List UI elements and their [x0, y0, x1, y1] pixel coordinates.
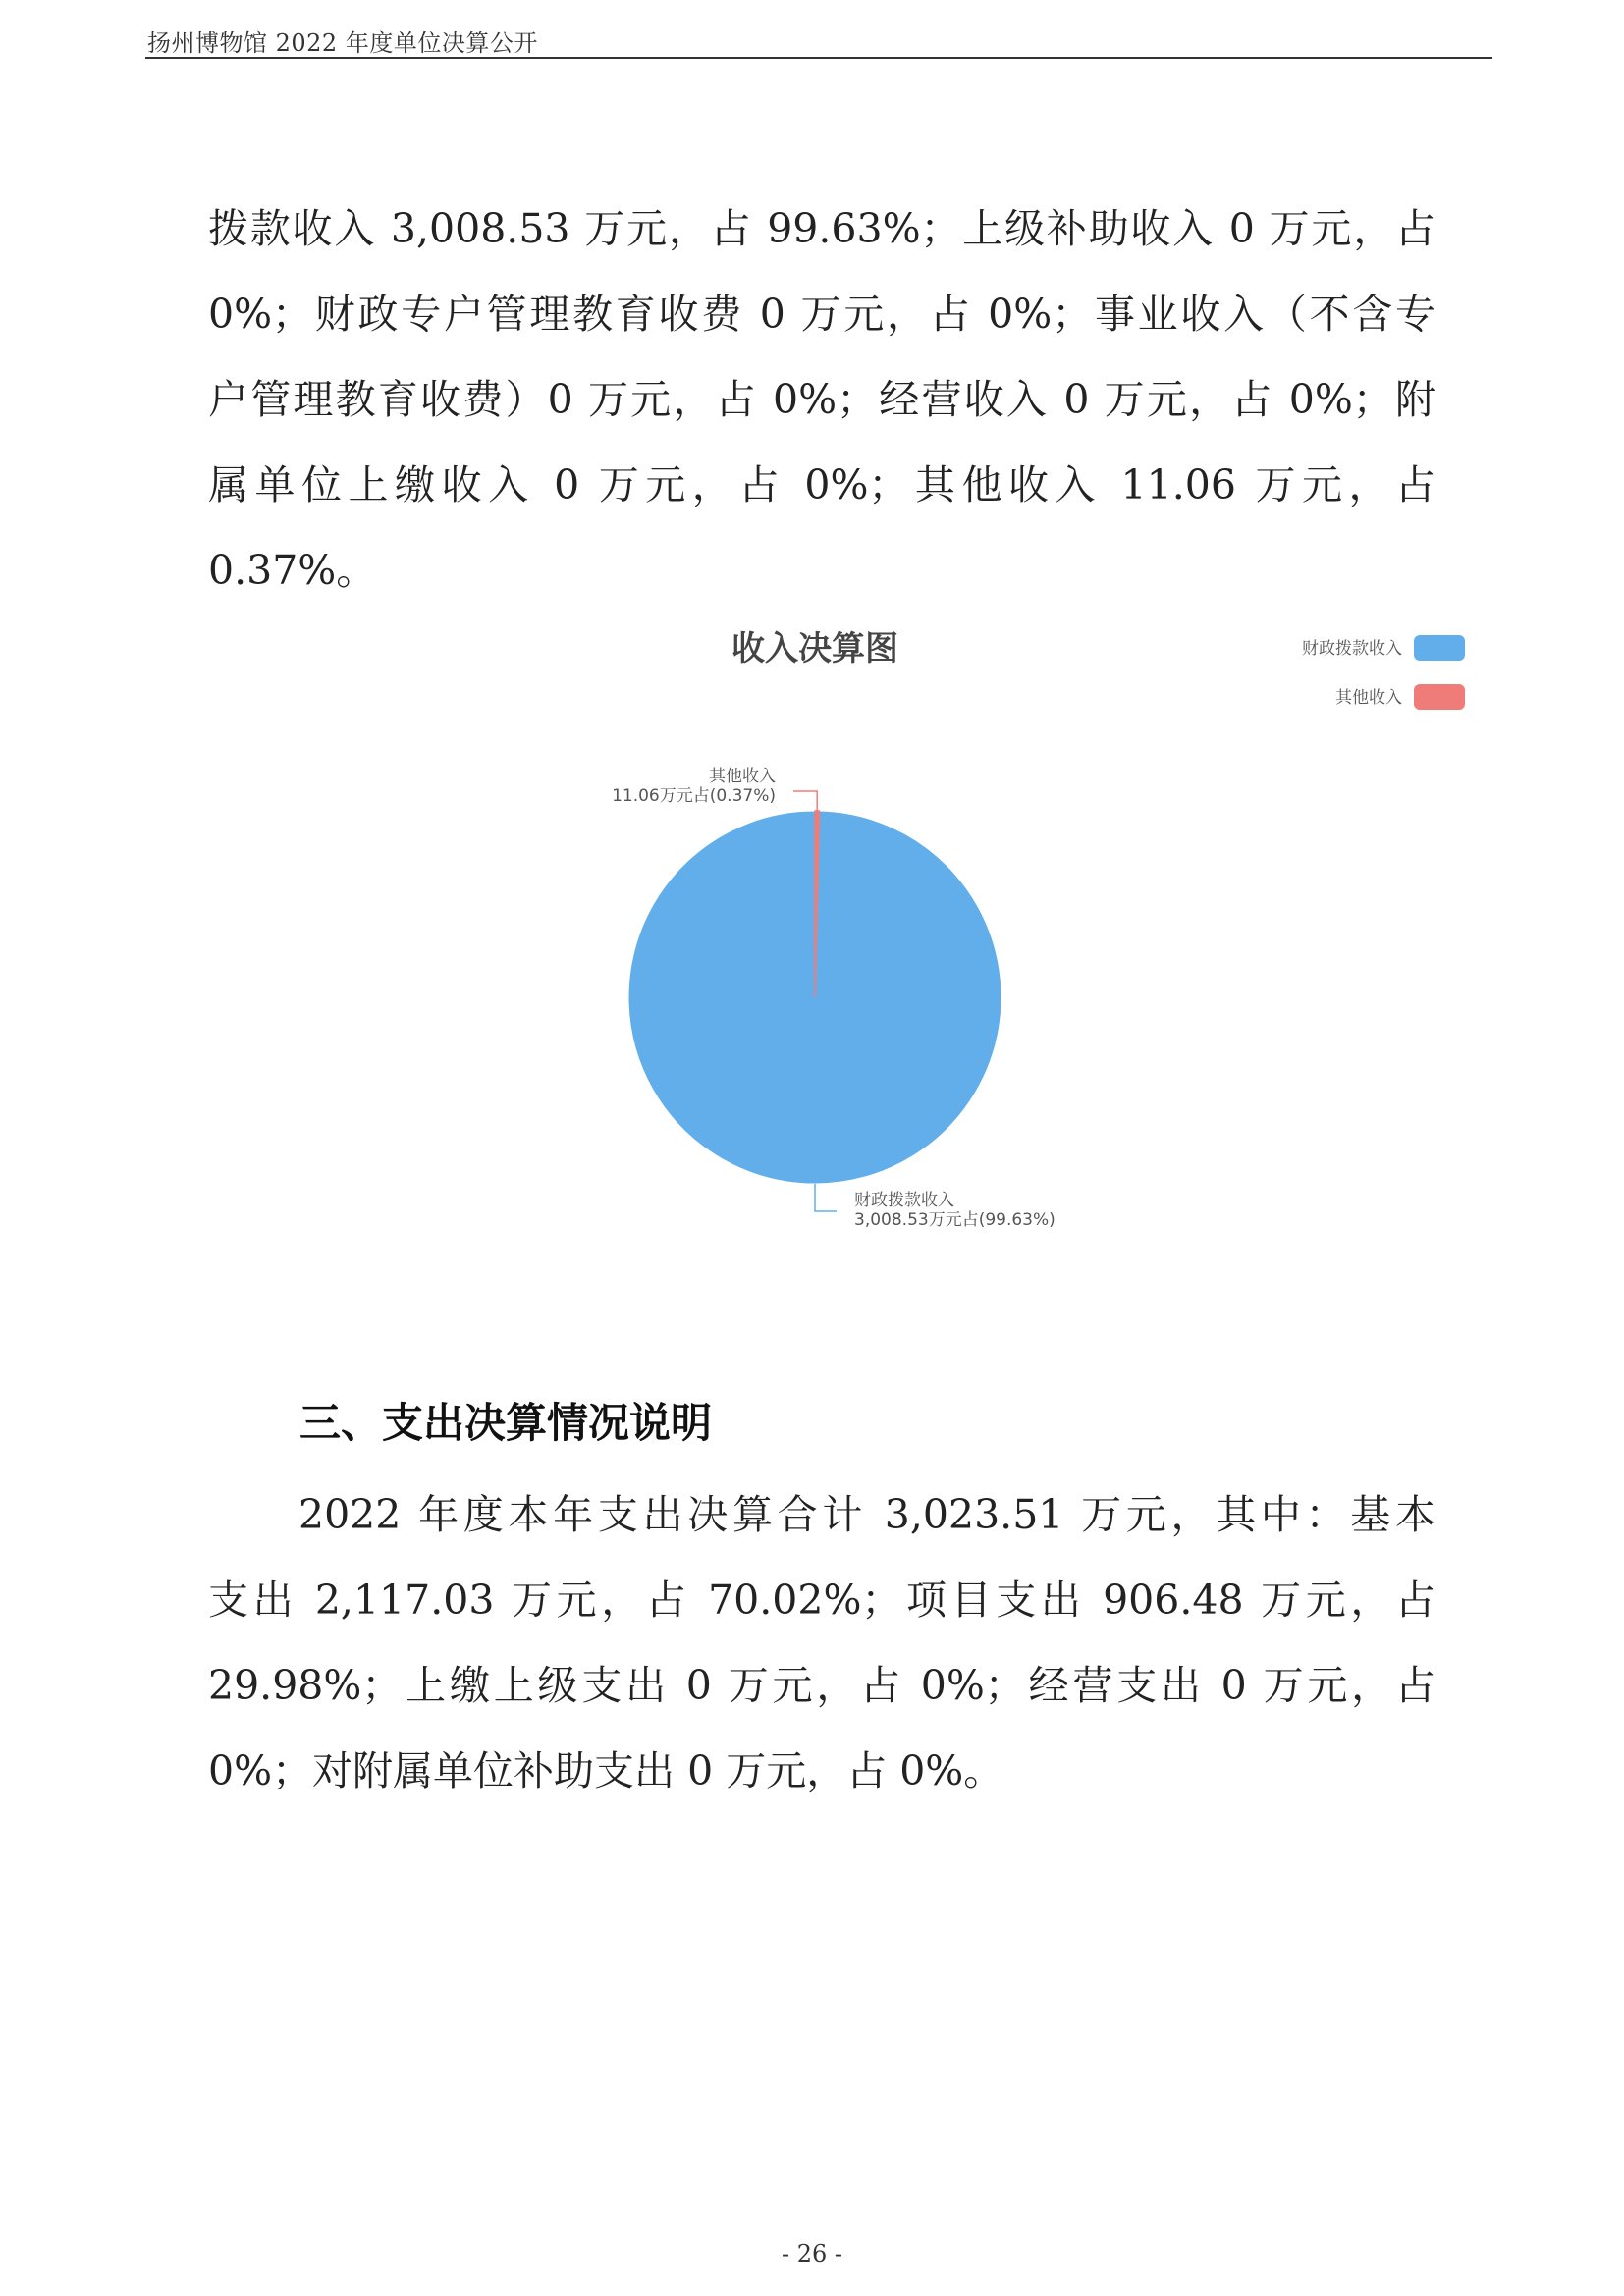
paragraph-line: 2022 年度本年支出决算合计 3,023.51 万元，其中：基本 [298, 1491, 1435, 1538]
leader-line-fiscal-appropriation [815, 1184, 837, 1211]
pie-label-fiscal-name: 财政拨款收入 [854, 1191, 954, 1210]
header-rule [145, 57, 1492, 59]
income-paragraph [208, 187, 1435, 614]
legend-label: 财政拨款收入 [1302, 639, 1402, 659]
paragraph-line: 拨款收入 3,008.53 万元，占 99.63%；上级补助收入 0 万元，占 [208, 205, 1435, 252]
chart-legend [1302, 635, 1465, 710]
pie-label-other-income-value: 11.06万元占(0.37%) [612, 786, 776, 806]
page-number: - 26 - [781, 2240, 842, 2268]
leader-line-other-income [793, 791, 817, 811]
pie-label-fiscal-value: 3,008.53万元占(99.63%) [854, 1210, 1056, 1230]
legend-label: 其他收入 [1335, 688, 1402, 708]
legend-swatch [1414, 684, 1465, 710]
paragraph-line: 0%；对附属单位补助支出 0 万元，占 0%。 [208, 1747, 1004, 1794]
section-heading: 三、支出决算情况说明 [299, 1399, 713, 1447]
paragraph-line: 0%；财政专户管理教育收费 0 万元，占 0%；事业收入（不含专 [208, 291, 1435, 338]
legend-swatch [1414, 635, 1465, 661]
paragraph-line: 0.37%。 [208, 547, 377, 594]
paragraph-line: 户管理教育收费）0 万元，占 0%；经营收入 0 万元，占 0%；附 [208, 376, 1435, 423]
pie-slices [628, 811, 1001, 1184]
income-pie-chart [550, 609, 1492, 1256]
paragraph-line: 支出 2,117.03 万元，占 70.02%；项目支出 906.48 万元，占 [208, 1576, 1435, 1624]
paragraph-line: 29.98%；上缴上级支出 0 万元，占 0%；经营支出 0 万元，占 [208, 1662, 1435, 1709]
chart-title: 收入决算图 [731, 629, 898, 668]
pie-chart-svg [550, 609, 1492, 1256]
pie-label-other-income-name: 其他收入 [709, 767, 776, 786]
expenditure-paragraph [208, 1472, 1435, 1814]
running-header: 扬州博物馆 2022 年度单位决算公开 [147, 29, 538, 57]
paragraph-line: 属单位上缴收入 0 万元，占 0%；其他收入 11.06 万元，占 [208, 461, 1435, 508]
